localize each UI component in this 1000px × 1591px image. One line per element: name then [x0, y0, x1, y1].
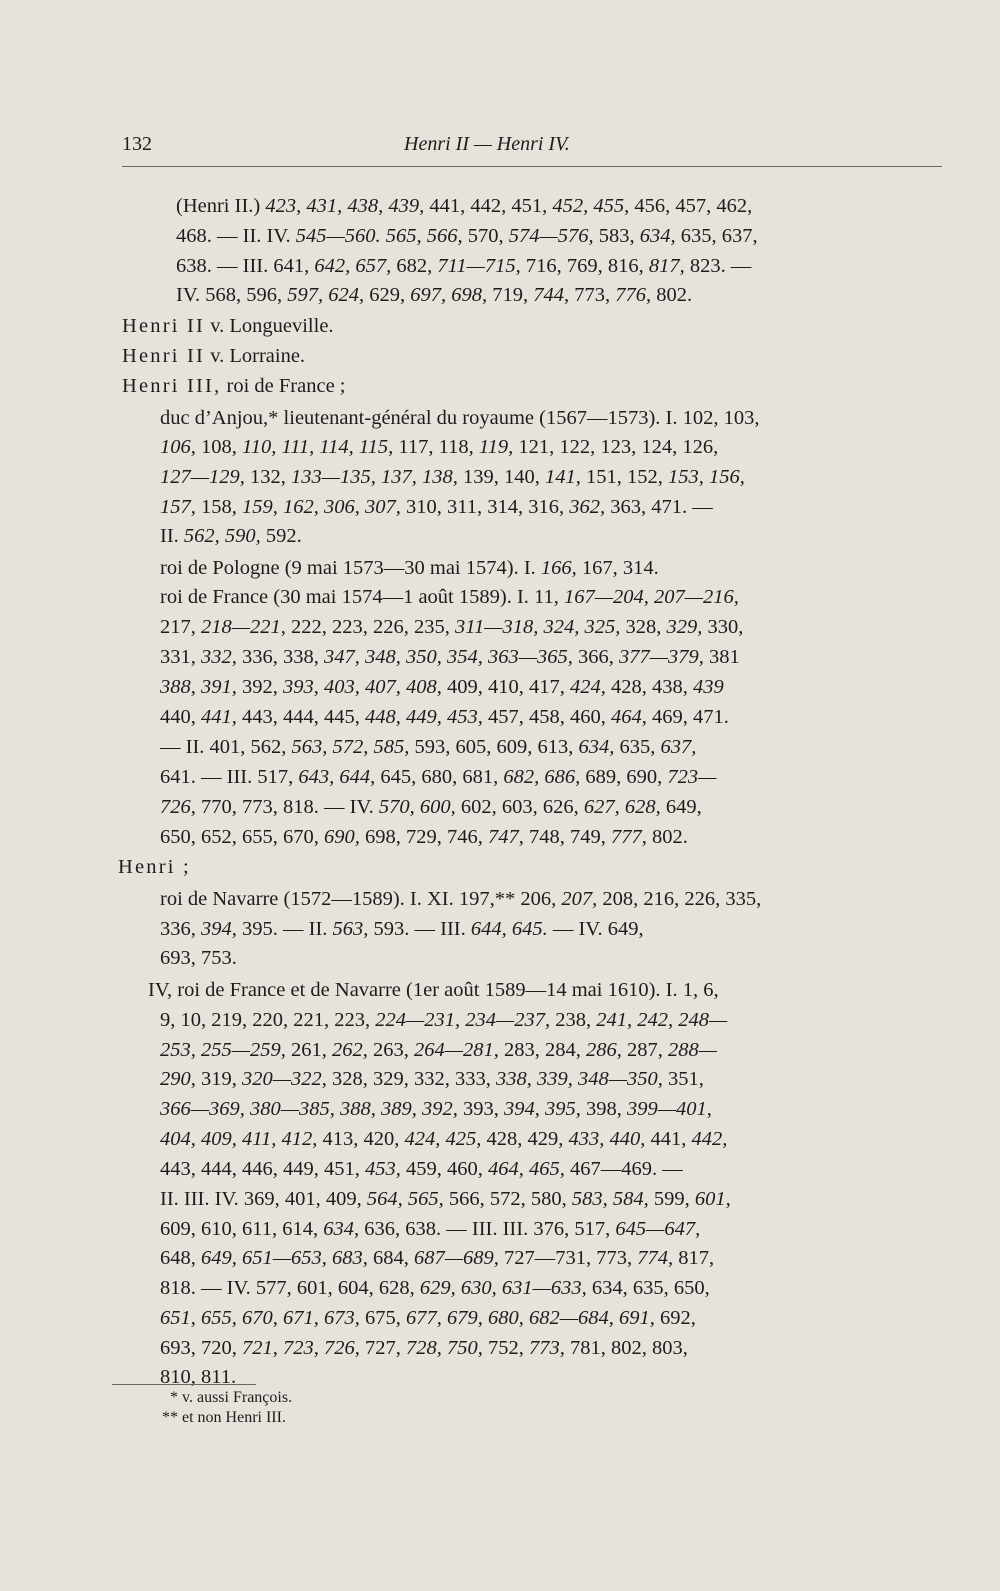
footnote-text: et non Henri III.	[182, 1409, 286, 1426]
entry-text: 139, 140,	[457, 466, 545, 488]
italic-page-refs: 218—221,	[201, 616, 286, 638]
footnote-rule	[112, 1384, 256, 1385]
page-number: 132	[122, 133, 152, 155]
italic-page-refs: 159, 162, 306, 307,	[242, 496, 401, 518]
entry-text: 459, 460,	[400, 1158, 488, 1180]
italic-page-refs: 677, 679, 680, 682—684, 691,	[406, 1307, 655, 1329]
entry-heading: Henri ;	[118, 856, 191, 878]
entry-text: 167, 314.	[576, 557, 659, 579]
entry-text: 781, 802, 803,	[564, 1337, 688, 1359]
index-line	[160, 1219, 700, 1240]
italic-page-refs: 311—318, 324, 325,	[454, 616, 621, 638]
index-line	[160, 948, 237, 969]
italic-page-refs: 697, 698,	[410, 284, 488, 306]
entry-text: roi de Navarre (1572—1589). I. XI. 197,** 206,	[160, 888, 562, 910]
entry-text: 392,	[236, 676, 283, 698]
italic-page-refs: 332,	[201, 646, 237, 668]
italic-page-refs: 394, 395,	[503, 1098, 581, 1120]
entry-text: 634, 635, 650,	[586, 1277, 710, 1299]
entry-text: 457, 458, 460,	[482, 706, 611, 728]
entry-text: 599,	[648, 1188, 695, 1210]
italic-page-refs: 157,	[160, 496, 196, 518]
index-line	[160, 437, 718, 458]
italic-page-refs: 362,	[569, 496, 606, 518]
italic-page-refs: 817,	[648, 255, 685, 277]
index-line	[160, 1040, 717, 1061]
entry-text: 469, 471.	[646, 706, 729, 728]
italic-page-refs: 564, 565,	[366, 1188, 444, 1210]
italic-page-refs: 441,	[201, 706, 237, 728]
index-line	[160, 1189, 731, 1210]
entry-text: 395. — II.	[236, 918, 333, 940]
entry-text: — IV. 649,	[547, 918, 644, 940]
italic-page-refs: 264—281,	[413, 1039, 499, 1061]
entry-text: 336,	[160, 918, 201, 940]
entry-text: 222, 223, 226, 235,	[285, 616, 455, 638]
italic-page-refs: 629, 630, 631—633,	[419, 1277, 587, 1299]
entry-text: 217,	[160, 616, 201, 638]
index-line	[160, 467, 745, 488]
entry-text: v. Lorraine.	[205, 345, 306, 367]
entry-text: 336, 338,	[236, 646, 324, 668]
entry-text: — II. 401, 562,	[160, 736, 292, 758]
italic-page-refs: 711—715,	[437, 255, 521, 277]
italic-page-refs: 448, 449, 453,	[365, 706, 483, 728]
index-line	[160, 617, 743, 638]
italic-page-refs: 452, 455,	[552, 195, 630, 217]
italic-page-refs: 224—231, 234—237,	[375, 1009, 551, 1031]
italic-page-refs: 682, 686,	[503, 766, 581, 788]
entry-text: 330,	[702, 616, 744, 638]
entry-text: 566, 572, 580,	[443, 1188, 572, 1210]
footnote-mark: **	[162, 1409, 178, 1426]
entry-text: 593, 605, 609, 613,	[409, 736, 579, 758]
index-line	[160, 737, 696, 758]
italic-page-refs: 404, 409, 411, 412,	[160, 1128, 318, 1150]
italic-page-refs: 773,	[529, 1337, 565, 1359]
entry-text: 151, 152,	[580, 466, 668, 488]
entry-text: 283, 284,	[498, 1039, 586, 1061]
entry-text: 675,	[359, 1307, 406, 1329]
italic-page-refs: 106,	[160, 436, 196, 458]
entry-text: 331,	[160, 646, 201, 668]
footnote	[162, 1410, 286, 1426]
entry-text: 261,	[285, 1039, 332, 1061]
entry-text: 328,	[620, 616, 667, 638]
italic-page-refs: 637,	[660, 736, 697, 758]
running-title: Henri II — Henri IV.	[404, 133, 570, 155]
italic-page-refs: 721, 723, 726,	[242, 1337, 360, 1359]
italic-page-refs: 388, 391,	[160, 676, 237, 698]
italic-page-refs: 377—379,	[618, 646, 704, 668]
italic-page-refs: 563,	[332, 918, 369, 940]
entry-text: 636, 638. — III. III. 376, 517,	[359, 1218, 616, 1240]
index-line	[160, 408, 759, 429]
entry-text: 802.	[646, 826, 688, 848]
entry-text: roi de Pologne (9 mai 1573—30 mai 1574). I.	[160, 557, 541, 579]
entry-text: v. Longueville.	[205, 315, 334, 337]
index-line	[160, 1308, 696, 1329]
entry-text: 641. — III. 517,	[160, 766, 299, 788]
italic-page-refs: 141,	[544, 466, 581, 488]
index-line	[160, 1129, 727, 1150]
entry-text: 468. — II. IV.	[176, 225, 296, 247]
italic-page-refs: 545—560. 565, 566,	[295, 225, 463, 247]
entry-text: 443, 444, 445,	[236, 706, 365, 728]
index-line	[160, 1069, 704, 1090]
italic-page-refs: 207,	[561, 888, 598, 910]
entry-text: 593. — III.	[368, 918, 471, 940]
entry-text: 398,	[580, 1098, 627, 1120]
index-line	[118, 857, 191, 878]
entry-text: roi de France ;	[221, 375, 346, 397]
italic-page-refs: 433, 440,	[568, 1128, 646, 1150]
italic-page-refs: 320—322,	[242, 1068, 327, 1090]
index-line	[160, 497, 713, 518]
entry-text: 689, 690,	[580, 766, 668, 788]
index-line	[176, 285, 692, 306]
italic-page-refs: 110, 111, 114, 115,	[242, 436, 394, 458]
index-line	[160, 587, 739, 608]
italic-page-refs: 347, 348, 350, 354, 363—365,	[324, 646, 573, 668]
index-line	[160, 797, 702, 818]
italic-page-refs: 649, 651—653, 683,	[201, 1247, 368, 1269]
italic-page-refs: 744,	[533, 284, 570, 306]
italic-page-refs: 262,	[331, 1039, 368, 1061]
entry-text: II.	[160, 525, 184, 547]
entry-text: 108,	[195, 436, 242, 458]
entry-text: 310, 311, 314, 316,	[400, 496, 570, 518]
entry-text: 823. —	[684, 255, 752, 277]
entry-text: 719,	[487, 284, 534, 306]
italic-page-refs: 601,	[694, 1188, 731, 1210]
italic-page-refs: 563, 572, 585,	[291, 736, 410, 758]
italic-page-refs: 644, 645.	[470, 918, 548, 940]
entry-text: 9, 10, 219, 220, 221, 223,	[160, 1009, 376, 1031]
entry-text: 428, 429,	[481, 1128, 569, 1150]
entry-text: 428, 438,	[605, 676, 693, 698]
entry-text: 602, 603, 626,	[455, 796, 584, 818]
index-line	[160, 707, 729, 728]
italic-page-refs: 329,	[666, 616, 703, 638]
index-line	[176, 256, 751, 277]
entry-text: 638. — III. 641,	[176, 255, 315, 277]
entry-text: 810, 811.	[160, 1366, 237, 1388]
index-line	[160, 1010, 727, 1031]
italic-page-refs: 288—	[667, 1039, 717, 1061]
italic-page-refs: 562, 590,	[183, 525, 261, 547]
entry-text: 319,	[195, 1068, 242, 1090]
italic-page-refs: 642, 657,	[314, 255, 392, 277]
index-line	[160, 889, 761, 910]
entry-text: 698, 729, 746,	[359, 826, 488, 848]
italic-page-refs: 723—	[667, 766, 717, 788]
entry-text: 592.	[260, 525, 302, 547]
index-line	[122, 376, 346, 397]
italic-page-refs: 338, 339, 348—350,	[495, 1068, 663, 1090]
entry-text: 570,	[462, 225, 509, 247]
entry-text: 208, 216, 226, 335,	[597, 888, 762, 910]
index-line	[160, 558, 659, 579]
entry-text: 441,	[645, 1128, 692, 1150]
index-line	[160, 526, 302, 547]
italic-page-refs: 776,	[615, 284, 652, 306]
entry-text: 818. — IV. 577, 601, 604, 628,	[160, 1277, 420, 1299]
index-line	[160, 1248, 714, 1269]
italic-page-refs: 424,	[570, 676, 606, 698]
index-line	[160, 767, 716, 788]
italic-page-refs: 442,	[691, 1128, 728, 1150]
entry-text: 583,	[593, 225, 640, 247]
index-line	[122, 346, 305, 367]
index-line	[160, 1159, 683, 1180]
entry-heading: Henri III,	[122, 375, 222, 397]
italic-page-refs: 777,	[611, 826, 647, 848]
entry-text: 692,	[654, 1307, 696, 1329]
entry-text: 629,	[364, 284, 411, 306]
entry-text: (Henri II.)	[176, 195, 266, 217]
entry-heading: Henri II	[122, 345, 206, 367]
index-line	[160, 827, 688, 848]
italic-page-refs: 167—204, 207—216,	[564, 586, 739, 608]
entry-text: 238,	[550, 1009, 597, 1031]
italic-page-refs: 366—369, 380—385, 388, 389, 392,	[160, 1098, 458, 1120]
italic-page-refs: 690,	[324, 826, 360, 848]
entry-text: 409, 410, 417,	[441, 676, 570, 698]
running-head	[122, 133, 940, 163]
entry-text: 440,	[160, 706, 201, 728]
italic-page-refs: 393, 403, 407, 408,	[283, 676, 442, 698]
entry-text: 635, 637,	[675, 225, 758, 247]
entry-text: roi de France (30 mai 1574—1 août 1589). I. 11,	[160, 586, 565, 608]
italic-page-refs: 774,	[637, 1247, 674, 1269]
italic-page-refs: 286,	[585, 1039, 622, 1061]
entry-text: duc d’Anjou,* lieutenant-général du royaume (1567—1573). I. 102, 103,	[160, 407, 760, 429]
entry-text: 635,	[614, 736, 661, 758]
italic-page-refs: 424, 425,	[404, 1128, 482, 1150]
italic-page-refs: 464, 465,	[488, 1158, 565, 1180]
entry-text: 366,	[572, 646, 619, 668]
italic-page-refs: 394,	[201, 918, 237, 940]
entry-text: 121, 122, 123, 124, 126,	[513, 436, 719, 458]
italic-page-refs: 645—647,	[615, 1218, 701, 1240]
entry-text: 802.	[651, 284, 693, 306]
entry-text: 287,	[621, 1039, 668, 1061]
entry-text: 158,	[195, 496, 242, 518]
entry-text: 716, 769, 816,	[520, 255, 649, 277]
entry-heading: Henri II	[122, 315, 206, 337]
index-line	[160, 919, 644, 940]
italic-page-refs: 423, 431, 438, 439,	[265, 195, 425, 217]
entry-text: 817,	[673, 1247, 715, 1269]
italic-page-refs: 634,	[323, 1218, 360, 1240]
index-line	[176, 226, 758, 247]
italic-page-refs: 153, 156,	[667, 466, 745, 488]
italic-page-refs: 643, 644,	[298, 766, 376, 788]
entry-text: 263,	[367, 1039, 414, 1061]
entry-text: 650, 652, 655, 670,	[160, 826, 324, 848]
italic-page-refs: 634,	[578, 736, 615, 758]
entry-text: 609, 610, 611, 614,	[160, 1218, 324, 1240]
italic-page-refs: 290,	[160, 1068, 196, 1090]
entry-text: IV, roi de France et de Navarre (1er août 1589—14 mai 1610). I. 1, 6,	[148, 979, 719, 1001]
entry-text: 752,	[482, 1337, 529, 1359]
entry-text: 467—469. —	[564, 1158, 683, 1180]
entry-text: 727,	[359, 1337, 406, 1359]
italic-page-refs: 127—129,	[160, 466, 245, 488]
index-line	[122, 316, 334, 337]
italic-page-refs: 583, 584,	[571, 1188, 649, 1210]
index-line	[160, 1099, 712, 1120]
italic-page-refs: 651, 655, 670, 671, 673,	[160, 1307, 360, 1329]
italic-page-refs: 241, 242, 248—	[596, 1009, 728, 1031]
entry-text: 132,	[244, 466, 291, 488]
italic-page-refs: 119,	[478, 436, 514, 458]
index-line	[176, 196, 752, 217]
entry-text: 682,	[391, 255, 438, 277]
entry-text: 393,	[457, 1098, 504, 1120]
italic-page-refs: 133—135, 137, 138,	[290, 466, 458, 488]
italic-page-refs: 570, 600,	[378, 796, 456, 818]
entry-text: 117, 118,	[393, 436, 479, 458]
entry-text: 363, 471. —	[605, 496, 713, 518]
index-line	[160, 677, 724, 698]
italic-page-refs: 597, 624,	[287, 284, 365, 306]
italic-page-refs: 627, 628,	[583, 796, 661, 818]
entry-text: 328, 329, 332, 333,	[326, 1068, 496, 1090]
index-line	[148, 980, 719, 1001]
entry-text: 727—731, 773,	[498, 1247, 638, 1269]
italic-page-refs: 453,	[365, 1158, 401, 1180]
italic-page-refs: 399—401,	[626, 1098, 712, 1120]
footnote-text: v. aussi François.	[182, 1389, 293, 1406]
entry-text: 770, 773, 818. — IV.	[195, 796, 379, 818]
italic-page-refs: 747,	[488, 826, 524, 848]
italic-page-refs: 253, 255—259,	[160, 1039, 286, 1061]
italic-page-refs: 166,	[540, 557, 577, 579]
footnote-mark: *	[170, 1389, 178, 1406]
italic-page-refs: 634,	[639, 225, 676, 247]
index-line	[160, 1278, 710, 1299]
entry-text: 351,	[662, 1068, 704, 1090]
entry-text: 649,	[660, 796, 702, 818]
entry-text: 456, 457, 462,	[629, 195, 753, 217]
entry-text: II. III. IV. 369, 401, 409,	[160, 1188, 367, 1210]
entry-text: 748, 749,	[523, 826, 611, 848]
italic-page-refs: 439	[693, 676, 724, 698]
index-line	[160, 1338, 688, 1359]
italic-page-refs: 464,	[611, 706, 647, 728]
italic-page-refs: 728, 750,	[406, 1337, 483, 1359]
entry-text: 693, 720,	[160, 1337, 242, 1359]
entry-text: 693, 753.	[160, 947, 237, 969]
italic-page-refs: 687—689,	[413, 1247, 499, 1269]
header-rule	[122, 166, 942, 167]
entry-text: 684,	[367, 1247, 414, 1269]
entry-text: 645, 680, 681,	[375, 766, 504, 788]
entry-text: 773,	[569, 284, 616, 306]
entry-text: 441, 442, 451,	[424, 195, 553, 217]
entry-text: 413, 420,	[317, 1128, 405, 1150]
index-line	[160, 647, 740, 668]
italic-page-refs: 726,	[160, 796, 196, 818]
italic-page-refs: 574—576,	[508, 225, 594, 247]
entry-text: 381	[703, 646, 740, 668]
entry-text: IV. 568, 596,	[176, 284, 288, 306]
footnote	[170, 1390, 292, 1406]
entry-text: 443, 444, 446, 449, 451,	[160, 1158, 365, 1180]
entry-text: 648,	[160, 1247, 201, 1269]
